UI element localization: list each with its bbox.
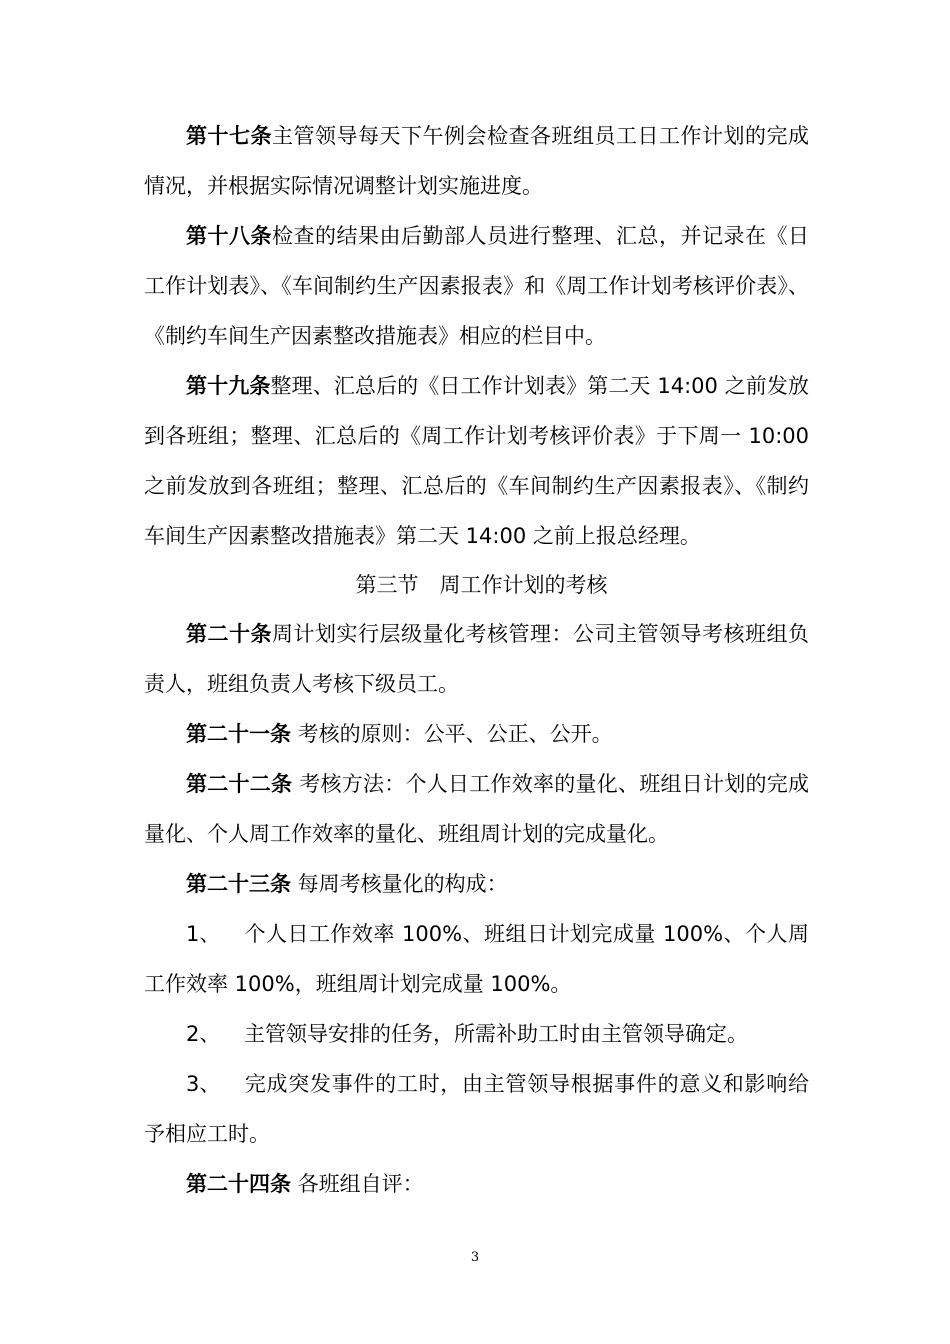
list-item-number: 3、: [186, 1072, 221, 1096]
article-20: [144, 609, 809, 709]
article-18: [144, 211, 809, 361]
list-item-number: 1、: [186, 922, 221, 946]
article-20-text: 周计划实行层级量化考核管理：公司主管领导考核班组负责人，班组负责人考核下级员工。: [144, 622, 809, 696]
article-17: [144, 111, 809, 211]
list-item-2: [144, 1009, 809, 1059]
list-item-3: [144, 1059, 809, 1159]
article-21: [144, 709, 809, 759]
article-19-label: 第十九条: [186, 374, 271, 398]
article-24: [144, 1159, 809, 1209]
document-body: [144, 111, 809, 1209]
article-24-label: 第二十四条: [186, 1172, 291, 1196]
article-17-label: 第十七条: [186, 124, 272, 148]
list-item-text: 主管领导安排的任务，所需补助工时由主管领导确定。: [244, 1022, 748, 1046]
article-22: [144, 759, 809, 859]
article-24-text: 各班组自评：: [291, 1172, 424, 1196]
article-21-label: 第二十一条: [186, 722, 291, 746]
article-18-label: 第十八条: [186, 224, 272, 248]
list-item-number: 2、: [186, 1022, 221, 1046]
article-23: [144, 859, 809, 909]
page-number: 3: [470, 1250, 480, 1265]
article-22-text: 考核方法：个人日工作效率的量化、班组日计划的完成量化、个人周工作效率的量化、班组周计划的完成量化。: [144, 772, 809, 846]
article-17-text: 主管领导每天下午例会检查各班组员工日工作计划的完成情况，并根据实际情况调整计划实施进度。: [144, 124, 809, 198]
article-22-label: 第二十二条: [186, 772, 293, 796]
article-23-label: 第二十三条: [186, 872, 291, 896]
list-item-text: 完成突发事件的工时，由主管领导根据事件的意义和影响给予相应工时。: [144, 1072, 809, 1146]
article-19: [144, 361, 809, 561]
article-23-text: 每周考核量化的构成：: [291, 872, 508, 896]
article-21-text: 考核的原则：公平、公正、公开。: [291, 722, 613, 746]
article-19-text: 整理、汇总后的《日工作计划表》第二天 14:00 之前发放到各班组；整理、汇总后的《周工作计划考核评价表》于下周一 10:00 之前发放到各班组；整理、汇总后的《车间制约生产因素报表》、《制约车间生产因素整改措施表》第二天 14:00 之前上报总经理。: [144, 374, 809, 548]
list-item-text: 个人日工作效率 100%、班组日计划完成量 100%、个人周工作效率 100%，班组周计划完成量 100%。: [144, 922, 809, 996]
list-item-1: [144, 909, 809, 1009]
section-heading: 第三节 周工作计划的考核: [355, 573, 608, 597]
article-18-text: 检查的结果由后勤部人员进行整理、汇总，并记录在《日工作计划表》、《车间制约生产因素报表》和《周工作计划考核评价表》、《制约车间生产因素整改措施表》相应的栏目中。: [144, 224, 809, 348]
article-20-label: 第二十条: [186, 622, 272, 646]
